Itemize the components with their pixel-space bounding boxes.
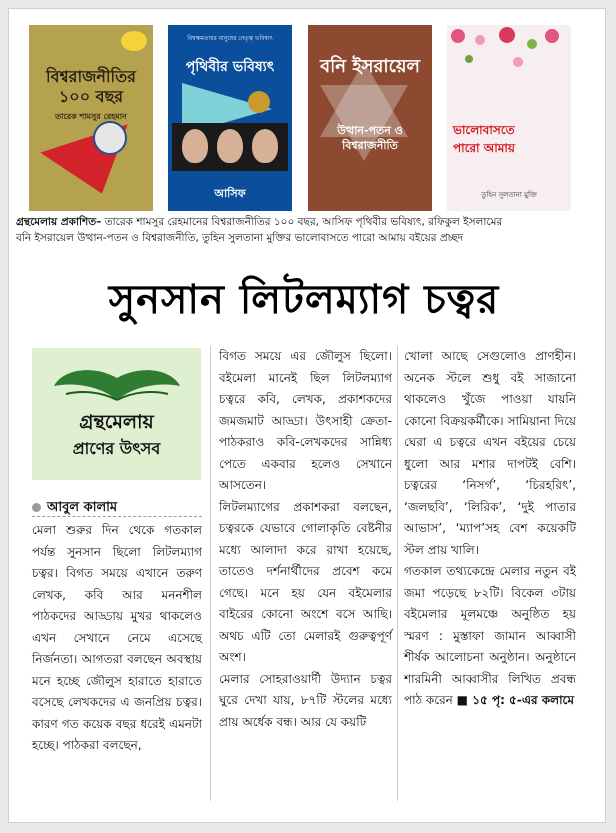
logo-title: গ্রন্থমেলায় <box>79 411 154 433</box>
cover-4-author: তুহিন সুলতানা মুক্তি <box>481 191 537 199</box>
byline-author: আবুল কালাম <box>47 500 118 515</box>
book-covers-photo <box>25 25 581 215</box>
cover-bishwarajnitir <box>29 25 153 211</box>
photo-caption <box>16 214 592 246</box>
article-column-3 <box>404 346 576 712</box>
flowers-graphic <box>447 25 571 85</box>
globe-graphic <box>93 121 127 155</box>
cover-3-title: বনি ইসরায়েল <box>320 56 420 77</box>
section-logo <box>32 348 201 480</box>
cover-1-title: বিশ্বরাজনীতির ১০০ বছর <box>46 67 136 106</box>
column-rule <box>397 346 398 801</box>
logo-subtitle: প্রাণের উৎসব <box>72 439 161 458</box>
caption-line-2: বনি ইসরায়েল উত্থান-পতন ও বিশ্বরাজনীতি, তুহিন সুলতানা মুক্তির ভালোবাসতে পারো আমায় বইয়ের প্রচ্ছদ <box>16 232 464 244</box>
publisher-badge <box>121 31 147 51</box>
article-column-2: বিগত সময়ে এর জৌলুস ছিলো। বইমেলা মানেই ছিল লিটলম্যাগ চত্বরে কবি, লেখক, প্রকাশকদের জমজমাট আড্ডা। উৎসাহী ক্রেতা-পাঠকরাও কবি-লেখকদের সান্নিধ্য পেতে একবার হলেও সেখানে আসতেন। লিটলম্যাগের প্রকাশকরা বলছেন, চত্বরকে যেভাবে গোলাকৃতি বেষ্টনীর মধ্যে আলাদা করে রাখা হয়েছে, তাতেও দর্শনার্থীদের প্রবেশ কমে গেছে। মনে হয় যেন বইমেলার বাইরের কোনো অংশে বসে আছি। অথচ এটি তো মেলারই গুরুত্বপূর্ণ অংশ। মেলার সোহরাওয়ার্দী উদ্যান চত্বর ঘুরে দেখা যায়, ৮৭টি স্টলের মধ্যে প্রায় অর্ধেক বন্ধ। আর যে কয়টি <box>219 349 392 729</box>
bullet-icon <box>32 503 41 512</box>
portrait <box>217 129 243 163</box>
continued-note: ■ ১৫ পৃ: ৫-এর কলামে <box>456 693 575 707</box>
column-rule <box>210 346 211 801</box>
article-column-1: মেলা শুরুর দিন থেকে গতকাল পর্যন্ত সুনসান ছিলো লিটলম্যাগ চত্বর। বিগত সময়ে এখানে তরুণ লেখক, কবি আর মননশীল পাঠকদের আড্ডায় মুখর থাকলেও এখন সেখানে নেমে এসেছে নির্জনতা। আগতরা বলছেন অবস্থায় মনে হচ্ছে জৌলুস হারাতে হারাতে বসেছে লেখকদের এ জনপ্রিয় চত্বর। কারণ গত কয়েক বছর ধরেই এমনটা হচ্ছে। পাঠকরা বলছেন, <box>32 523 202 752</box>
caption-line-1: তারেক শামসুর রেহমানের বিশ্বরাজনীতির ১০০ বছর, আসিফ পৃথিবীর ভবিষ্যৎ, রফিকুল ইসলামের <box>101 216 503 228</box>
article-column-3-text: খোলা আছে সেগুলোও প্রাণহীন। অনেক স্টলে শুধু বই সাজানো থাকলেও খুঁজে পাওয়া যায়নি কোনো বিক্রয়কর্মীকে। সামিয়ানা দিয়ে ঘেরা এ চত্বরে এখন বইয়ের চেয়ে ধুলো আর মশার দাপটই বেশি। চত্বরের ‘নিসর্গ’, ‘চিরহরিৎ’, ‘জলছবি’, ‘লিরিক’, ‘দুই পাতার আভাস’, ‘ম্যাপ’সহ বেশ কয়েকটি স্টল প্রায় খালি। গতকাল তথ্যকেন্দ্রে মেলার নতুন বই জমা পড়েছে ৮২টি। বিকেল ৩টায় বইমেলার মূলমঞ্চে অনুষ্ঠিত হয় স্মরণ : মুস্তাফা জামান আব্বাসী শীর্ষক আলোচনা অনুষ্ঠান। অনুষ্ঠানে শারমিনী আব্বাসীর লিখিত প্রবন্ধ পাঠ করেন <box>404 349 576 707</box>
cover-4-title: ভালোবাসতে পারো আমায় <box>453 123 515 155</box>
cover-boni-israel <box>308 25 432 211</box>
portrait-strip <box>172 123 288 171</box>
cover-bhalobashte-paro-amay <box>447 25 571 211</box>
portrait <box>252 129 278 163</box>
cover-2-author: আসিফ <box>214 187 246 200</box>
caption-lead: গ্রন্থমেলায় প্রকাশিত– <box>16 216 102 228</box>
cover-2-tagline: বিশ্বক্ষমতাধর মানুষের নেতৃত্ব ভবিষ্যৎ <box>187 35 273 42</box>
cover-2-title: পৃথিবীর ভবিষ্যৎ <box>185 59 275 75</box>
portrait <box>182 129 208 163</box>
cover-prithibir-bhobishyot <box>168 25 292 211</box>
cover-1-author: তারেক শামসুর রেহমান <box>55 112 127 121</box>
open-book-icon <box>52 356 182 406</box>
cover-3-subtitle: উত্থান-পতন ও বিশ্বরাজনীতি <box>337 124 403 152</box>
headline: সুনসান লিটলম্যাগ চত্বর <box>108 277 500 323</box>
divider <box>32 516 202 517</box>
gold-coin-graphic <box>248 91 270 113</box>
